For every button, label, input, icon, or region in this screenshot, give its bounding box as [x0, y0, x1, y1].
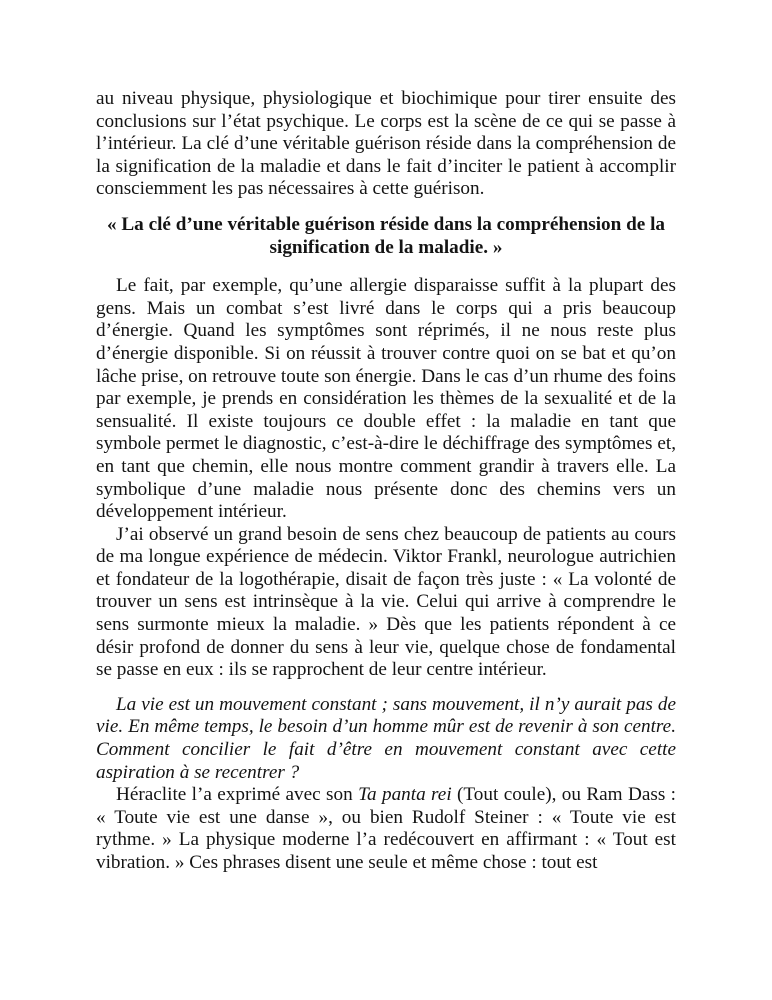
pull-quote: « La clé d’une véritable guérison réside dans la compréhension de la signification de la maladie. »	[106, 213, 666, 258]
paragraph-heraclite	[96, 784, 676, 874]
interview-question: La vie est un mouvement constant ; sans mouvement, il n’y aurait pas de vie. En même temps, le besoin d’un homme mûr est de revenir à son centre. Comment concilier le fait d’être en mouvement constant avec cette aspiration à se recentrer ?	[96, 693, 676, 783]
heraclite-text-start: Héraclite l’a exprimé avec son	[116, 784, 359, 806]
ta-panta-rei-italic: Ta panta rei	[358, 784, 452, 806]
paragraph-frankl: J’ai observé un grand besoin de sens chez beaucoup de patients au cours de ma longue expérience de médecin. Viktor Frankl, neurologue autrichien et fondateur de la logothérapie, disait de façon très juste : « La volonté de trouver un sens est intrinsèque à la vie. Celui qui arrive à comprendre le sens surmonte mieux la maladie. » Dès que les patients répondent à ce désir profond de donner du sens à leur vie, quelque chose de fondamental se passe en eux : ils se rapprochent de leur centre intérieur.	[96, 523, 676, 681]
heraclite-text-rest: (Tout coule), ou Ram Dass : « Toute vie est une danse », ou bien Rudolf Steiner : « Toute vie est rythme. » La physique moderne l’a redécouvert en affirmant : « Tout est vibration. » Ces phrases disent une seule et même chose : tout est	[96, 784, 676, 873]
paragraph-intro: au niveau physique, physiologique et biochimique pour tirer ensuite des conclusions sur l’état psychique. Le corps est la scène de ce qui se passe à l’intérieur. La clé d’une véritable guérison réside dans la compréhension de la signification de la maladie et dans le fait d’inciter le patient à accomplir consciemment les pas nécessaires à cette guérison.	[96, 88, 676, 200]
paragraph-allergy: Le fait, par exemple, qu’une allergie disparaisse suffit à la plupart des gens. Mais un combat s’est livré dans le corps qui a pris beaucoup d’énergie. Quand les symptômes sont réprimés, il ne nous reste plus d’énergie disponible. Si on réussit à trouver contre quoi on se bat et qu’on lâche prise, on retrouve toute son énergie. Dans le cas d’un rhume des foins par exemple, je prends en considération les thèmes de la sexualité et de la sensualité. Il existe toujours ce double effet : la maladie en tant que symbole permet le diagnostic, c’est-à-dire le déchiffrage des symptômes et, en tant que chemin, elle nous montre comment grandir à travers elle. La symbolique d’une maladie nous présente donc des chemins vers un développement intérieur.	[96, 275, 676, 523]
page-body	[96, 88, 676, 875]
